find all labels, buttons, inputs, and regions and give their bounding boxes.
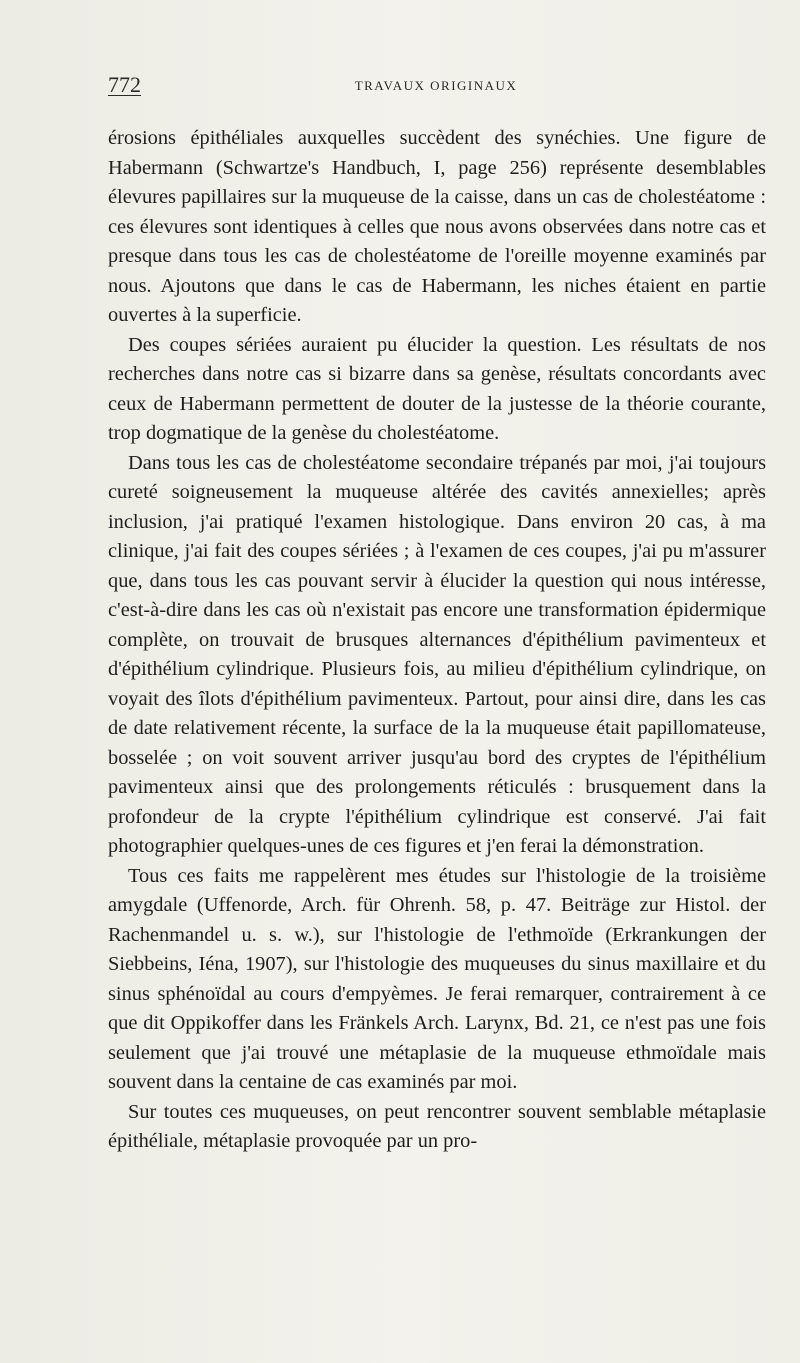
paragraph: érosions épithéliales auxquelles succèdent des synéchies. Une figure de Habermann (Schwartze's Handbuch, I, page 256) représente desemblables élevures papillaires sur la muqueuse de la caisse, dans un cas de cholestéatome : ces élevures sont identiques à celles que nous avons observées dans notre cas et presque dans tous les cas de cholestéatome de l'oreille moyenne examinés par nous. Ajoutons que dans le cas de Habermann, les niches étaient en partie ouvertes à la superficie. xyxy=(108,127,766,326)
running-head: TRAVAUX ORIGINAUX xyxy=(354,78,518,93)
paragraph: Tous ces faits me rappelèrent mes études sur l'histologie de la troisième amygdale (Uffenorde, Arch. für Ohrenh. 58, p. 47. Beiträge zur Histol. der Rachenmandel u. s. w.), sur l'histologie de l'ethmoïde (Erkrankungen der Siebbeins, Iéna, 1907), sur l'histologie des muqueuses du sinus maxillaire et du sinus sphénoïdal au cours d'empyèmes. Je ferai remarquer, contrairement à ce que dit Oppikoffer dans les Fränkels Arch. Larynx, Bd. 21, ce n'est pas une fois seulement que j'ai trouvé une métaplasie de la muqueuse ethmoïdale mais souvent dans la centaine de cas examinés par moi. xyxy=(108,864,766,1093)
paragraph: Des coupes sériées auraient pu élucider la question. Les résultats de nos recherches dans notre cas si bizarre dans sa genèse, résultats concordants avec ceux de Habermann permettent de douter de la justesse de la théorie courante, trop dogmatique de la genèse du cholestéatome. xyxy=(108,333,766,444)
paragraph: Sur toutes ces muqueuses, on peut rencontrer souvent semblable métaplasie épithéliale, métaplasie provoquée par un pro- xyxy=(108,1100,766,1152)
page-number: 772 xyxy=(108,72,141,97)
page-header xyxy=(106,70,766,104)
paragraph: Dans tous les cas de cholestéatome secondaire trépanés par moi, j'ai toujours cureté soigneusement la muqueuse altérée des cavités annexielles; après inclusion, j'ai pratiqué l'examen histologique. Dans environ 20 cas, à ma clinique, j'ai fait des coupes sériées ; à l'examen de ces coupes, j'ai pu m'assurer que, dans tous les cas pouvant servir à élucider la question qui nous intéresse, c'est-à-dire dans les cas où n'existait pas encore une transformation épidermique complète, on trouvait de brusques alternances d'épithélium pavimenteux et d'épithélium cylindrique. Plusieurs fois, au milieu d'épithélium cylindrique, on voyait des îlots d'épithélium pavimenteux. Partout, pour ainsi dire, dans les cas de date relativement récente, la surface de la la muqueuse était papillomateuse, bosselée ; on voit souvent arriver jusqu'au bord des cryptes de l'épithélium pavimenteux ainsi que des prolongements réticulés : brusquement dans la profondeur de la crypte l'épithélium cylindrique est conservé. J'ai fait photographier quelques-unes de ces figures et j'en ferai la démonstration. xyxy=(108,451,766,857)
body-text xyxy=(108,124,766,1157)
